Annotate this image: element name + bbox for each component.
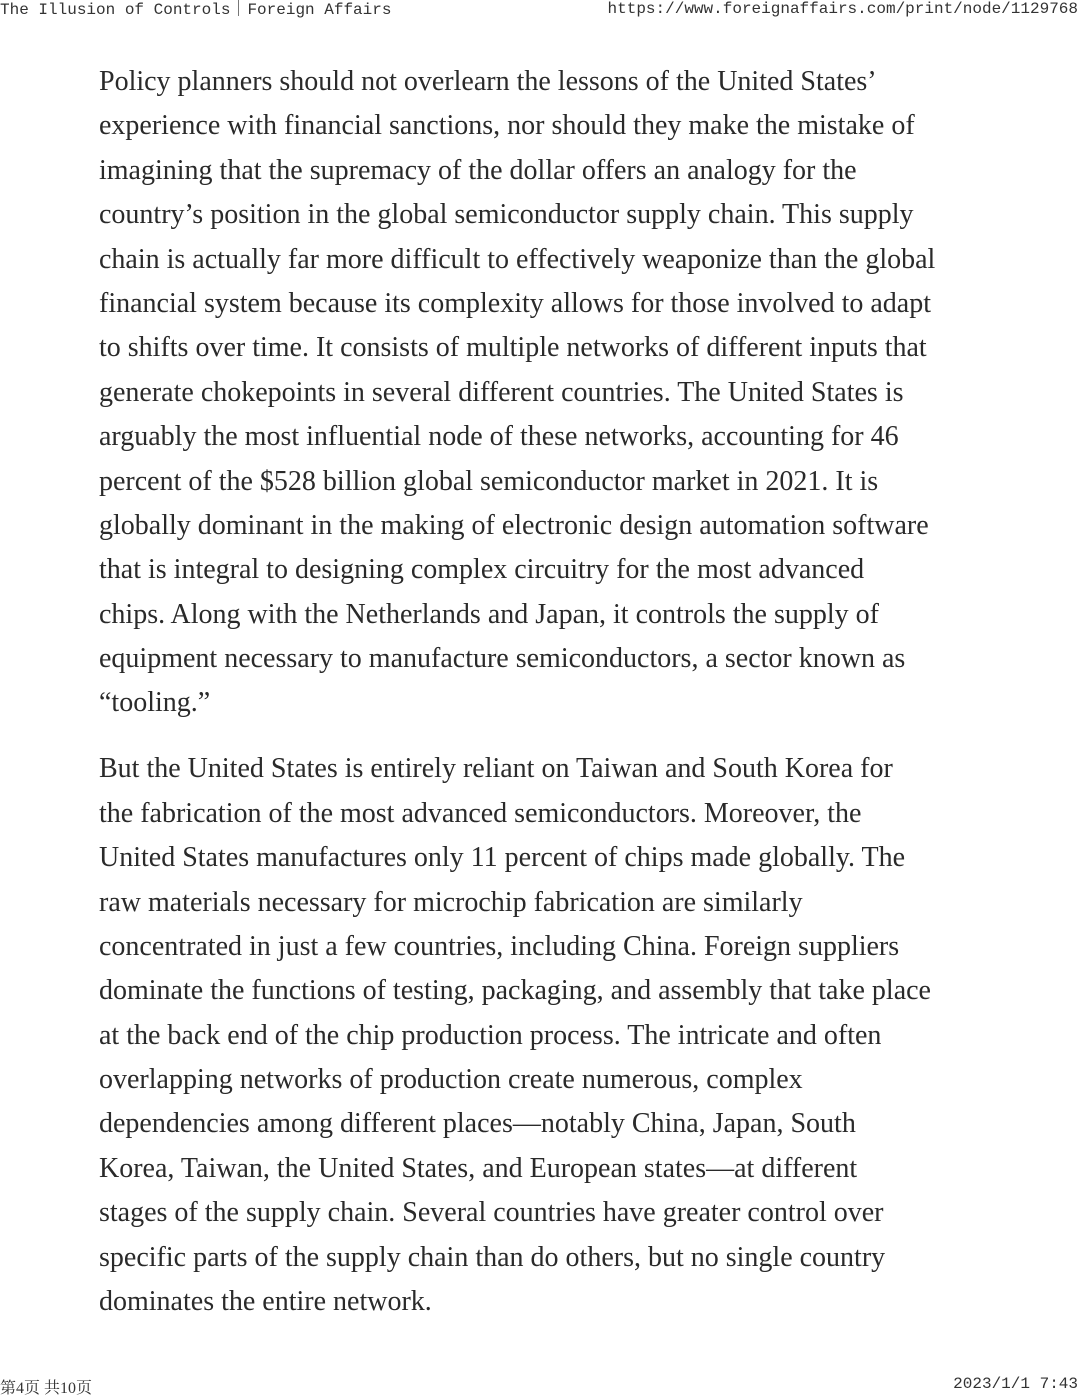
- publication-name: Foreign Affairs: [247, 1, 392, 19]
- print-datetime: 2023/1/1 7:43: [953, 1375, 1078, 1393]
- text-line: globally dominant in the making of electronic design automation software: [99, 509, 929, 541]
- text-line: the fabrication of the most advanced semiconductors. Moreover, the: [99, 797, 862, 829]
- text-line: United States manufactures only 11 percent of chips made globally. The: [99, 842, 906, 874]
- text-line: generate chokepoints in several different countries. The United States is: [99, 376, 904, 408]
- text-line: Korea, Taiwan, the United States, and European states—at different: [99, 1152, 858, 1184]
- print-footer: [0, 1373, 1080, 1397]
- page-number: 第4页 共10页: [0, 1380, 93, 1397]
- paragraph: [99, 747, 999, 1324]
- text-line: percent of the $528 billion global semiconductor market in 2021. It is: [99, 465, 879, 497]
- text-line: chain is actually far more difficult to effectively weaponize than the global: [99, 243, 936, 275]
- text-line: to shifts over time. It consists of multiple networks of different inputs that: [99, 332, 927, 364]
- text-line: equipment necessary to manufacture semiconductors, a sector known as: [99, 643, 906, 675]
- header-left: [0, 0, 391, 19]
- text-line: chips. Along with the Netherlands and Japan, it controls the supply of: [99, 598, 879, 630]
- text-line: imagining that the supremacy of the dollar offers an analogy for the: [99, 154, 857, 186]
- text-line: dominates the entire network.: [99, 1286, 432, 1318]
- header-divider: [238, 0, 239, 16]
- text-line: overlapping networks of production create numerous, complex: [99, 1064, 803, 1096]
- text-line: stages of the supply chain. Several countries have greater control over: [99, 1197, 884, 1229]
- text-line: arguably the most influential node of these networks, accounting for 46: [99, 421, 899, 453]
- text-line: specific parts of the supply chain than do others, but no single country: [99, 1241, 886, 1273]
- text-line: country’s position in the global semiconductor supply chain. This supply: [99, 199, 914, 231]
- text-line: But the United States is entirely reliant on Taiwan and South Korea for: [99, 753, 893, 785]
- text-line: Policy planners should not overlearn the lessons of the United States’: [99, 66, 877, 97]
- print-header: [0, 0, 1080, 22]
- text-line: dependencies among different places—notably China, Japan, South: [99, 1108, 856, 1140]
- text-line: raw materials necessary for microchip fabrication are similarly: [99, 886, 803, 918]
- article-body: [99, 60, 999, 1346]
- text-line: “tooling.”: [99, 687, 211, 719]
- paragraph: [99, 60, 999, 726]
- text-line: concentrated in just a few countries, including China. Foreign suppliers: [99, 930, 900, 962]
- text-line: that is integral to designing complex circuitry for the most advanced: [99, 554, 865, 586]
- text-line: experience with financial sanctions, nor should they make the mistake of: [99, 110, 915, 142]
- article-title: The Illusion of Controls: [0, 1, 231, 19]
- text-line: at the back end of the chip production process. The intricate and often: [99, 1019, 882, 1051]
- text-line: dominate the functions of testing, packaging, and assembly that take place: [99, 975, 931, 1007]
- page-url: https://www.foreignaffairs.com/print/node/1129768: [607, 0, 1078, 18]
- text-line: financial system because its complexity allows for those involved to adapt: [99, 287, 932, 319]
